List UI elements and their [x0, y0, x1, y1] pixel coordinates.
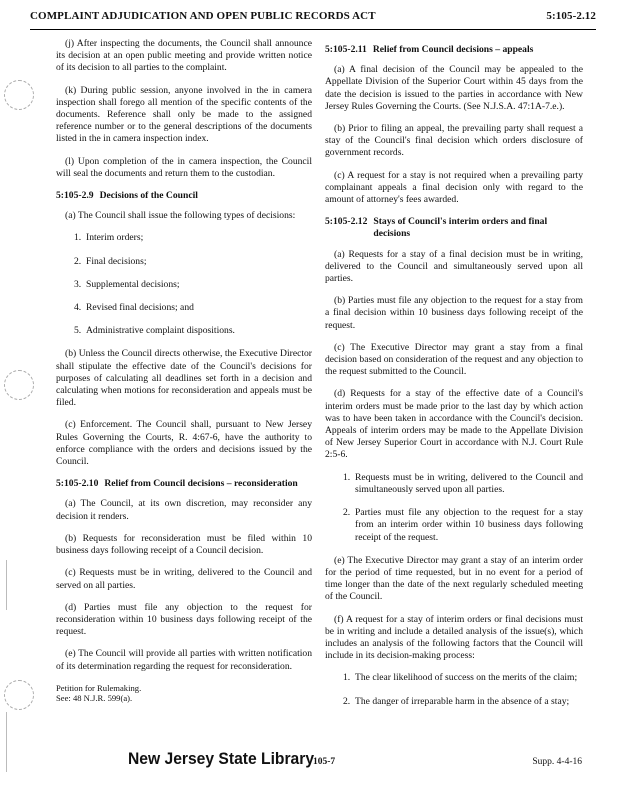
punch-hole	[4, 370, 34, 400]
paragraph-9a: (a) The Council shall issue the following types of decisions:	[65, 210, 296, 222]
punch-hole	[4, 80, 34, 110]
factors-list	[325, 672, 583, 707]
header-section: 5:105-2.12	[546, 10, 596, 22]
paragraph-11c: (c) A request for a stay is not required when a prevailing party complainant appeals a final decision only with regard to the amount of attorney's fees awarded.	[325, 169, 583, 206]
paragraph-9b: (b) Unless the Council directs otherwise, the Executive Director shall stipulate the effective date of the Council's decisions for purposes of calculating all deadlines set forth in a decision and calculating when motions for reconsideration and appeals must be filed.	[56, 348, 312, 409]
paragraph-11a: (a) A final decision of the Council may be appealed to the Appellate Division of the Superior Court within 45 days from the date the decision is issued to the parties in accordance with New Jersey Rules Governing the Courts. (See N.J.S.A. 47:1A-7.e.).	[325, 64, 583, 112]
paragraph-10c: (c) Requests must be in writing, delivered to the Council and served on all parties.	[56, 567, 312, 591]
list-item: 4. Revised final decisions; and	[74, 302, 194, 314]
note-line: Petition for Rulemaking.	[56, 682, 142, 693]
margin-mark	[6, 560, 7, 610]
section-heading-2-9	[56, 190, 312, 202]
section-number: 5:105-2.9	[56, 190, 94, 202]
paragraph-12b: (b) Parties must file any objection to the request for a stay from a final decision within 10 business days following receipt of the request.	[325, 295, 583, 331]
section-heading-2-12	[325, 216, 583, 240]
right-column	[325, 38, 583, 719]
section-heading-2-10	[56, 478, 312, 490]
list-item: 2. The danger of irreparable harm in the absence of a stay;	[343, 695, 570, 707]
paragraph-10d: (d) Parties must file any objection to the request for reconsideration within 10 business days following receipt of the request.	[56, 601, 312, 638]
section-title: Decisions of the Council	[99, 190, 198, 202]
note-line: See: 48 N.J.R. 599(a).	[56, 692, 133, 703]
paragraph-12e: (e) The Executive Director may grant a stay of an interim order for the period of time requested, but in no event for a period of time longer than the date of the next regularly scheduled meeting of the Council.	[325, 554, 583, 603]
list-item: 2. Final decisions;	[74, 255, 147, 267]
source-note	[56, 683, 312, 703]
section-title: Relief from Council decisions – reconsideration	[104, 478, 298, 490]
paragraph-10e: (e) The Council will provide all parties with written notification of its determination regarding the request for reconsideration.	[56, 648, 312, 672]
margin-mark	[6, 712, 7, 772]
paragraph-9c: (c) Enforcement. The Council shall, pursuant to New Jersey Rules Governing the Courts, R. 4:67-6, have the authority to enforce compliance with the orders and decisions issued by the Council.	[56, 419, 312, 468]
list-item: 5. Administrative complaint dispositions.	[74, 325, 235, 337]
paragraph-11b: (b) Prior to filing an appeal, the prevailing party shall request a stay of the Council's final decision which orders disclosure of government records.	[325, 123, 583, 159]
paragraph-12a: (a) Requests for a stay of a final decision must be in writing, delivered to the Council and simultaneously served upon all parties.	[325, 248, 583, 285]
section-number: 5:105-2.11	[325, 44, 367, 55]
list-item: 2. Parties must file any objection to the request for a stay from an interim order within 10 business days following receipt of the request.	[343, 507, 583, 543]
section-number: 5:105-2.12	[325, 216, 368, 228]
list-item: 3. Supplemental decisions;	[74, 278, 180, 290]
header-title: COMPLAINT ADJUDICATION AND OPEN PUBLIC RECORDS ACT	[30, 10, 376, 22]
page-number: 105-7	[313, 757, 336, 767]
section-title: Relief from Council decisions – appeals	[372, 44, 534, 55]
left-column	[56, 38, 312, 703]
supplement-date: Supp. 4-4-16	[532, 757, 582, 767]
paragraph-l: (l) Upon completion of the in camera inspection, the Council will seal the documents and return them to the custodian.	[56, 155, 312, 179]
library-logo: New Jersey State Library	[128, 749, 315, 768]
header-rule	[30, 29, 596, 30]
paragraph-j: (j) After inspecting the documents, the Council shall announce its decision at an open public meeting and provide written notice of its decision to all parties to the complaint.	[56, 38, 312, 74]
paragraph-10a: (a) The Council, at its own discretion, may reconsider any decision it renders.	[56, 498, 312, 522]
section-heading-2-11	[325, 44, 583, 56]
section-title: Stays of Council's interim orders and final decisions	[373, 216, 548, 240]
paragraph-12f: (f) A request for a stay of interim orders or final decisions must be in writing and include a detailed analysis of the issue(s), which includes an analysis of the following factors that the Council will include in its decision-making process:	[325, 613, 583, 662]
paragraph-12d: (d) Requests for a stay of the effective date of a Council's interim orders must be made prior to the last day by which action was to have been taken in accordance with the Council's decision. Appeals of interim orders may be made to the Appellate Division of New Jersey Superior Court in accordance with N.J. Court Rule 2:5-6.	[325, 388, 583, 461]
section-number: 5:105-2.10	[56, 478, 99, 490]
decision-types-list	[56, 232, 312, 337]
list-item: 1. Interim orders;	[74, 232, 144, 244]
paragraph-12c: (c) The Executive Director may grant a stay from a final decision based on consideration of the request and any objection to the request submitted to the Council.	[325, 341, 583, 378]
interim-order-list	[325, 472, 583, 544]
paragraph-k: (k) During public session, anyone involved in the in camera inspection shall forego all mention of the specific contents of the documents. Reference shall only be made to the assigned reference number or to the general descriptions of the documents listed in the in camera inspection index.	[56, 84, 312, 145]
paragraph-10b: (b) Requests for reconsideration must be filed within 10 business days following receipt of a Council decision.	[56, 532, 312, 557]
list-item: 1. Requests must be in writing, delivered to the Council and simultaneously served upon all parties.	[343, 471, 583, 495]
list-item: 1. The clear likelihood of success on the merits of the claim;	[343, 672, 578, 684]
punch-hole	[4, 680, 34, 710]
